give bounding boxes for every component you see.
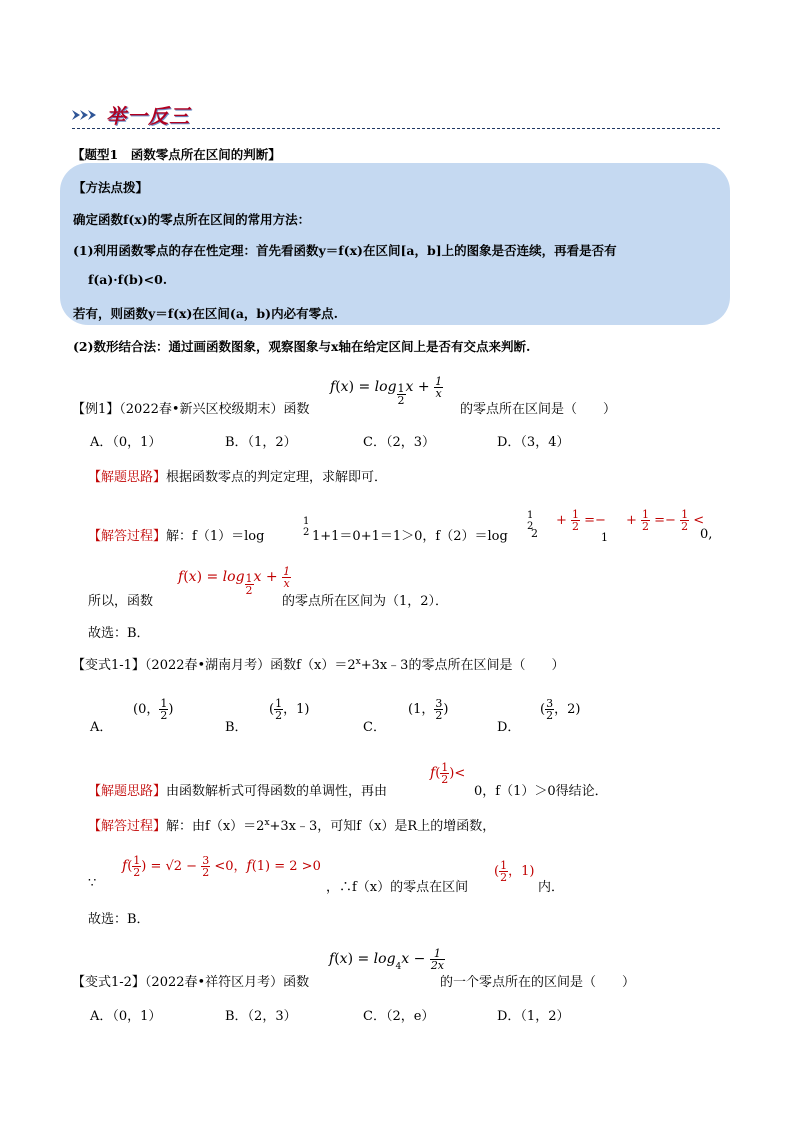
method-line-3: f(a)·f(b)<0. [88,272,168,287]
variant11-end: 内． [538,880,565,895]
variant11-option-a: A． [90,720,113,735]
example1-option-b: B．（1，2） [225,435,297,450]
method-line-5: (2)数形结合法：通过画函数图象，观察图象与x轴在给定区间上是否有交点来判断. [73,339,531,354]
example1-option-d: D．（3，4） [497,435,570,450]
process-fraction-2: + $\frac{1}{2}$ =− $\frac{1}{2}$ < [626,508,705,533]
example1-option-c: C．（2，3） [363,435,435,450]
variant11-option-c: C． [363,720,386,735]
variant11-option-a-value: (0， $\frac{1}{2}$ ) [133,697,174,722]
example1-formula: f(x) = log $_{\frac{1}{2}}$ x + $\frac{1}{x}$ [330,375,443,407]
variant12-option-b: B．（2，3） [225,1009,297,1024]
triple-arrow-icon [72,107,102,123]
variant11-since: ∵ [88,876,97,891]
section-banner [72,100,190,128]
log-arg-2: 2 [531,527,538,540]
variant11-idea-tail: 0，f（1）＞0得结论． [474,784,608,799]
variant11-since-formula: f( $\frac{1}{2}$ ) = √2 − $\frac{3}{2}$ <0，f(1) = 2 >0 [122,854,321,879]
variant12-prefix: 【变式1-2】（2022春•祥符区月考）函数 [72,975,310,990]
idea-label: 【解题思路】 [88,470,167,485]
example1-process-label: 【解答过程】解：f（1）＝log [88,529,265,544]
log-base-1: 1 2 [303,516,310,538]
variant12-option-d: D．（1，2） [497,1009,570,1024]
variant11-option-c-value: (1， $\frac{3}{2}$ ) [408,697,449,722]
variant11-stem: 【变式1-1】（2022春•湖南月考）函数$f(x)=2^x+3x﹣3$的零点所在区间是（ ） [72,657,565,673]
variant12-formula: $f(x) = \log_4x$ − $\frac{1}{2x}$ [329,947,445,972]
process-text-c: 0, [700,527,713,542]
process-text-a: 解：f（1）＝log [166,529,265,544]
example1-idea [88,466,387,485]
process-fraction-1: + $\frac{1}{2}$ =− [556,508,606,533]
example1-suffix: 的零点所在区间是（ ） [460,402,617,417]
variant11-idea-formula: f( $\frac{1}{2}$ )< [430,761,466,786]
variant12-suffix: 的一个零点所在的区间是（ ） [440,975,636,990]
section-title: 【题型1 函数零点所在区间的判断】 [72,147,281,162]
method-line-1: 确定函数f(x)的零点所在区间的常用方法： [73,212,311,227]
variant12-option-c: C．（2，e） [363,1009,435,1024]
variant11-mid: ，∴f（x）的零点在区间 [326,880,469,895]
method-line-2: (1)利用函数零点的存在性定理：首先看函数y＝f(x)在区间[a，b]上的图象是否连续，再看是否有 [73,243,617,258]
banner-title: 举一反三 [106,106,191,128]
variant11-idea: 【解题思路】由函数解析式可得函数的单调性，再由 [88,784,388,799]
example1-answer: 故选：B． [88,626,150,641]
variant11-interval: ( $\frac{1}{2}$ ，1) [494,859,535,884]
method-line-4: 若有，则函数y＝f(x)在区间(a，b)内必有零点. [73,306,338,321]
example1-conclusion-suffix: 的零点所在区间为（1，2）． [282,594,449,609]
example1-prefix: 【例1】（2022春•新兴区校级期末）函数 [72,402,310,417]
variant11-answer: 故选：B． [88,912,150,927]
log-base-2: 1 2 [527,510,534,532]
process-text-b: 1+1＝0+1＝1＞0，f（2）＝log [312,529,508,544]
variant11-option-d: D． [497,720,521,735]
variant11-option-d-value: ( $\frac{3}{2}$ ，2) [540,697,581,722]
method-heading: 【方法点拨】 [73,180,149,195]
variant12-option-a: A．（0，1） [90,1009,162,1024]
example1-conclusion-formula: f(x) = log $_{\frac{1}{2}}$ x + $\frac{1}{x}$ [178,565,291,597]
variant11-option-b-value: ( $\frac{1}{2}$ ，1) [269,697,310,722]
example1-conclusion-prefix: 所以，函数 [88,594,154,609]
variant11-process: 【解答过程】解：由$f(x)=2^x+3x﹣3$，可知f（x）是R上的增函数， [88,818,496,834]
idea-text: 根据函数零点的判定定理，求解即可． [166,470,388,485]
variant11-option-b: B． [225,720,248,735]
banner-divider [72,128,720,129]
example1-option-a: A．（0，1） [90,435,162,450]
process-minus-1: 1 [601,531,608,544]
